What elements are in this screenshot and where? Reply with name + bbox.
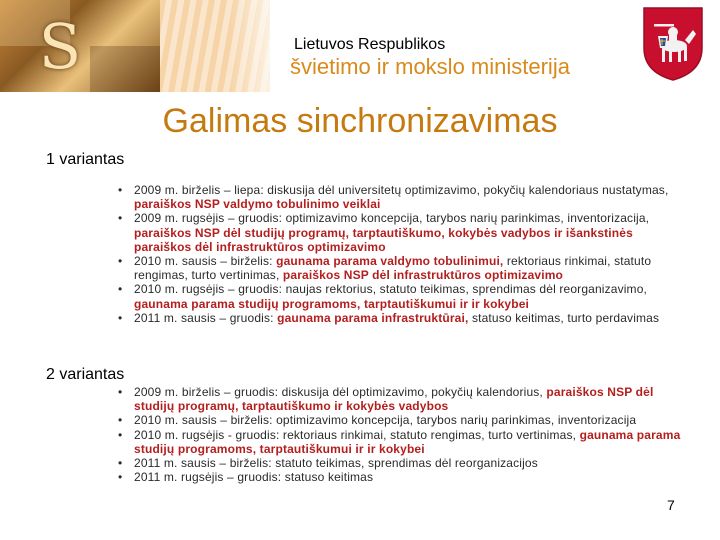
item-text: 2010 m. rugsėjis – gruodis: naujas rektorius, statuto teikimas, sprendimas dėl reorganizavimo,	[134, 282, 648, 297]
variant-2-list	[118, 385, 688, 484]
list-item	[118, 311, 688, 325]
item-text: 2010 m. sausis – birželis: optimizavimo koncepcija, tarybos narių parinkimas, inventorizacija	[134, 413, 637, 428]
list-item	[118, 385, 688, 413]
item-text: 2009 m. birželis – gruodis: diskusija dėl optimizavimo, pokyčių kalendorius,	[134, 385, 547, 399]
highlighted-text: gaunama parama valdymo tobulinimui,	[276, 254, 504, 269]
item-text: 2011 m. sausis – birželis: statuto teikimas, sprendimas dėl reorganizacijos	[134, 456, 538, 471]
list-item	[118, 456, 688, 470]
list-item	[118, 254, 688, 282]
highlighted-text: paraiškos NSP dėl studijų programų, tarptautiškumo, kokybės vadybos ir išankstinės paraiškos dėl infrastruktūros optimizavimo	[134, 225, 633, 254]
variant-1-list	[118, 183, 688, 325]
page-number: 7	[667, 497, 675, 513]
list-item	[118, 282, 688, 310]
highlighted-text: paraiškos NSP dėl infrastruktūros optimizavimo	[282, 268, 564, 283]
list-item	[118, 211, 688, 254]
slide-title: Galimas sinchronizavimas	[162, 102, 558, 140]
list-item	[118, 428, 688, 456]
list-item	[118, 413, 688, 427]
item-text: 2010 m. rugsėjis - gruodis: rektoriaus rinkimai, statuto rengimas, turto vertinimas,	[134, 427, 580, 442]
list-item	[118, 183, 688, 211]
highlighted-text: paraiškos NSP valdymo tobulinimo veiklai	[134, 197, 381, 212]
lithuania-emblem-icon	[640, 4, 706, 82]
highlighted-text: paraiškos NSP dėl studijų programų, tarptautiškumo ir kokybės vadybos	[134, 385, 654, 414]
item-text: 2009 m. rugsėjis – gruodis: optimizavimo koncepcija, tarybos narių parinkimas, inventorizacija,	[134, 211, 650, 226]
item-text: rektoriaus rinkimai, statuto rengimas, turto vertinimas,	[134, 254, 652, 283]
item-text: 2009 m. birželis – liepa: diskusija dėl universitetų optimizavimo, pokyčių kalendoriaus nustatymas,	[134, 183, 669, 197]
list-item	[118, 470, 688, 484]
ministry-name: švietimo ir mokslo ministerija	[290, 54, 570, 79]
header-banner	[0, 0, 720, 92]
highlighted-text: gaunama parama studijų programoms, tarptautiškumui ir ir kokybei	[134, 427, 681, 456]
variant-2-heading: 2 variantas	[46, 366, 125, 383]
item-text: 2010 m. sausis – birželis:	[134, 254, 277, 269]
item-text: statuso keitimas, turto perdavimas	[468, 310, 660, 325]
variant-1-heading: 1 variantas	[46, 151, 125, 168]
item-text: 2011 m. sausis – gruodis:	[134, 310, 278, 325]
header-photo	[0, 0, 160, 92]
ministry-logo: S	[38, 10, 82, 83]
highlighted-text: gaunama parama studijų programoms, tarptautiškumui ir ir kokybei	[134, 296, 530, 311]
highlighted-text: gaunama parama infrastruktūrai,	[277, 310, 469, 325]
ministry-country: Lietuvos Respublikos	[294, 36, 446, 53]
item-text: 2011 m. rugsėjis – gruodis: statuso keitimas	[134, 470, 374, 485]
